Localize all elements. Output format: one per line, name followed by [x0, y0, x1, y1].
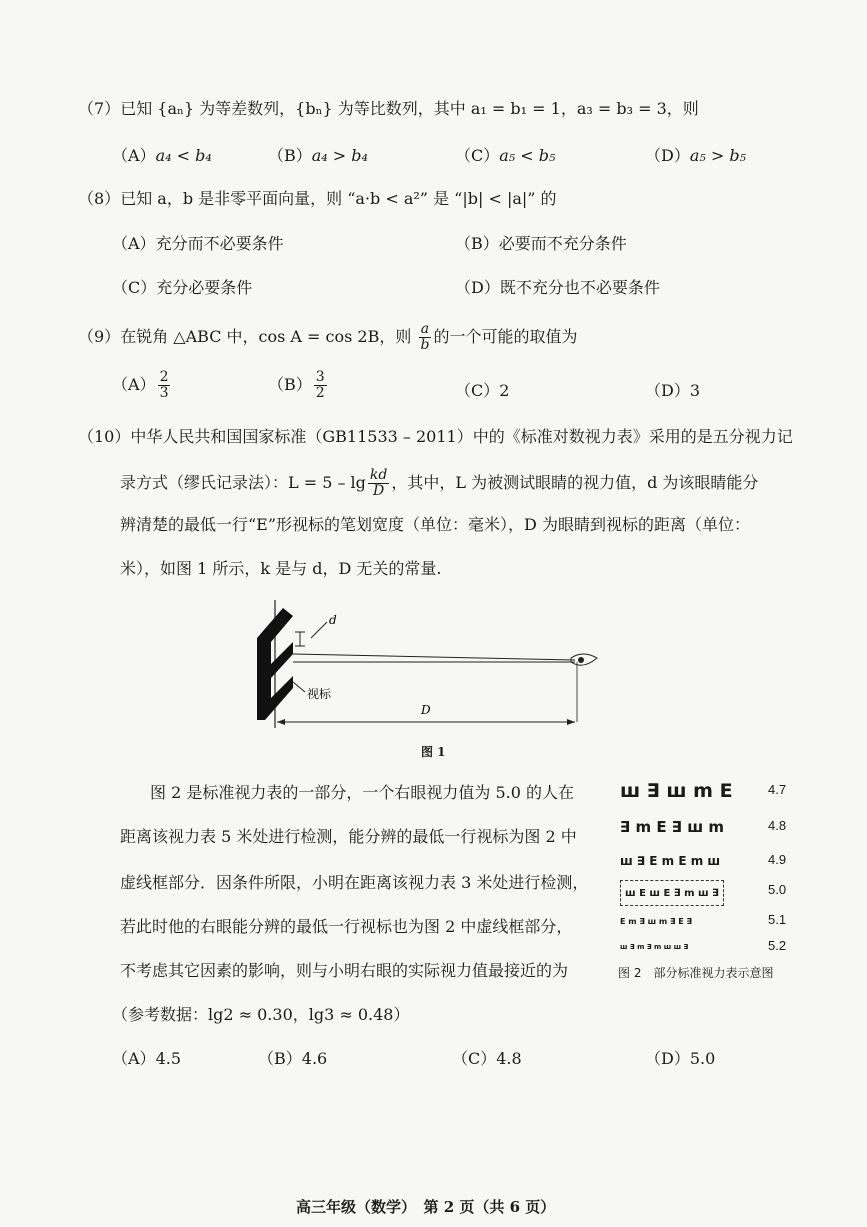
q10-line-4: 米），如图 1 所示，k 是与 d，D 无关的常量. [120, 559, 442, 578]
figure-1-diagram [245, 598, 605, 733]
eye-chart-row: E m ∃ ш m ∃ E ∃ 5.1 [620, 912, 787, 927]
q10-para-4: 若此时他的右眼能分辨的最低一行视标也为图 2 中虚线框部分， [120, 917, 573, 936]
q8-option-d: （D）既不充分也不必要条件 [455, 278, 660, 297]
q9-fraction: $\frac{a}{b}$ [420, 321, 430, 353]
figure-1-caption: 图 1 [421, 745, 446, 759]
q7-stem: （7）已知 {aₙ} 为等差数列，{bₙ} 为等比数列，其中 a₁ = b₁ = 1，a₃ = b₃ = 3，则 [78, 99, 699, 118]
eye-chart-row: ш ∃ E m E m ш 4.9 [620, 852, 787, 868]
svg-text:D: D [421, 703, 431, 717]
q9-option-b: （B） $\frac{3}{2}$ [268, 369, 325, 401]
q9-option-c: （C）2 [455, 381, 510, 400]
eye-chart-row: ∃ m E ∃ ш m 4.8 [620, 818, 787, 836]
q10-option-c: （C）4.8 [452, 1049, 522, 1068]
q7-option-c: （C）a₅ < b₅ [455, 146, 556, 165]
svg-text:视标: 视标 [307, 687, 332, 701]
q8-option-a: （A）充分而不必要条件 [112, 234, 284, 253]
q10-line-2: 录方式（缪氏记录法）：L = 5 – lg $\frac{kd}{D}$ ，其中，L 为被测试眼睛的视力值，d 为该眼睛能分 [120, 467, 759, 499]
q10-line-3: 辨清楚的最低一行“E”形视标的笔划宽度（单位：毫米），D 为眼睛到视标的距离（单位： [120, 515, 750, 534]
eye-chart-row-boxed: ш E ш E ∃ m ш ∃ 5.0 [620, 880, 790, 902]
q10-para-1: 图 2 是标准视力表的一部分，一个右眼视力值为 5.0 的人在 [150, 783, 574, 802]
q7-option-a: （A）a₄ < b₄ [112, 146, 212, 165]
q10-option-d: （D）5.0 [645, 1049, 716, 1068]
q10-fraction: $\frac{kd}{D}$ [369, 467, 388, 499]
q10-line-1: （10）中华人民共和国国家标准（GB11533 – 2011）中的《标准对数视力表》采用的是五分视力记 [78, 427, 793, 446]
q7-option-b: （B）a₄ > b₄ [268, 146, 368, 165]
q10-option-a: （A）4.5 [112, 1049, 182, 1068]
q9-stem: （9）在锐角 △ABC 中，cos A = cos 2B，则 $\frac{a}{b}$ 的一个可能的取值为 [78, 321, 578, 353]
q10-para-5: 不考虑其它因素的影响，则与小明右眼的实际视力值最接近的为 [120, 961, 569, 980]
figure-2-caption: 图 2 部分标准视力表示意图 [618, 966, 774, 980]
q10-reference-data: （参考数据：lg2 ≈ 0.30，lg3 ≈ 0.48） [112, 1005, 410, 1024]
q10-para-2: 距离该视力表 5 米处进行检测，能分辨的最低一行视标为图 2 中 [120, 827, 577, 846]
q7-option-d: （D）a₅ > b₅ [645, 146, 747, 165]
q9-option-d: （D）3 [645, 381, 701, 400]
q10-option-b: （B）4.6 [258, 1049, 328, 1068]
q10-para-3: 虚线框部分．因条件所限，小明在距离该视力表 3 米处进行检测， [120, 873, 589, 892]
eye-chart-row: ш ∃ m ∃ m ш ш ∃ 5.2 [620, 938, 787, 953]
page-footer: 高三年级（数学） 第 2 页（共 6 页） [296, 1198, 556, 1216]
q8-option-b: （B）必要而不充分条件 [455, 234, 627, 253]
q8-option-c: （C）充分必要条件 [112, 278, 253, 297]
svg-text:d: d [329, 613, 337, 627]
eye-chart-row: ш ∃ ш m E 4.7 [620, 780, 787, 802]
q8-stem: （8）已知 a，b 是非零平面向量，则 “a·b < a²” 是 “|b| < |a|” 的 [78, 189, 557, 208]
q9-option-a: （A） $\frac{2}{3}$ [112, 369, 169, 401]
